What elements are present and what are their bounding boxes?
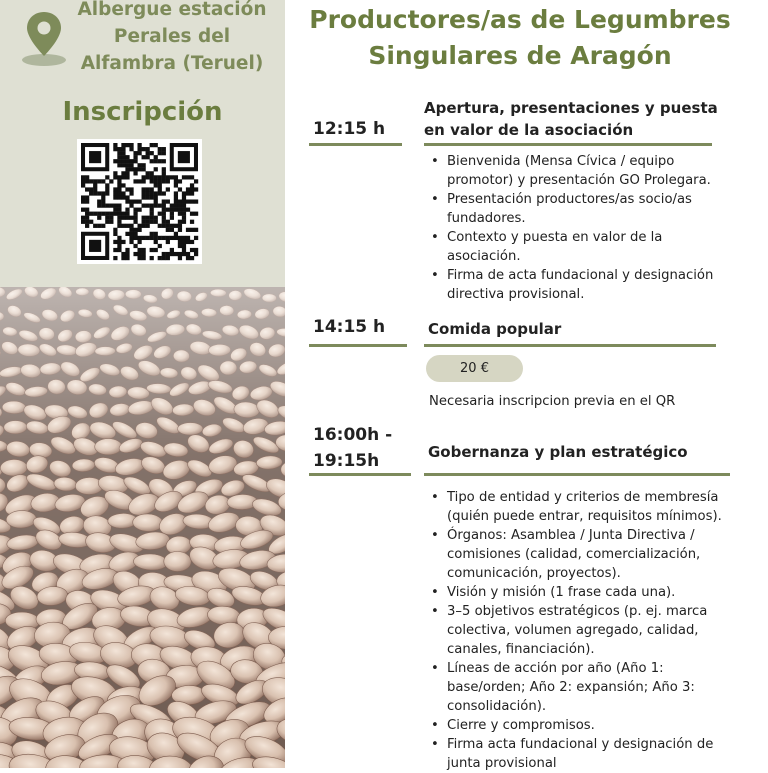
list-item: • Presentación productores/as socio/as fundadores. — [428, 190, 718, 228]
qr-code-graphic — [77, 139, 202, 264]
list-item: • Visión y misión (1 frase cada una). — [428, 583, 728, 602]
list-item: • Firma acta fundacional y designación de junta provisional — [428, 735, 728, 773]
session-2-time-rule — [309, 344, 407, 347]
beans-photo — [0, 287, 285, 768]
session-1-time-rule — [309, 143, 402, 146]
list-item: • Bienvenida (Mensa Cívica / equipo promotor) y presentación GO Prolegara. — [428, 152, 718, 190]
list-item: • Firma de acta fundacional y designación directiva provisional. — [428, 266, 718, 304]
list-item: • Líneas de acción por año (Año 1: base/orden; Año 2: expansión; Año 3: consolidación). — [428, 659, 728, 716]
qr-code[interactable] — [77, 139, 202, 264]
venue-line-2: Perales del — [113, 26, 231, 47]
list-item: • Cierre y compromisos. — [428, 716, 728, 735]
venue-line-1: Albergue estación — [77, 0, 267, 20]
session-1-title-line-1: Apertura, presentaciones y puesta — [424, 99, 718, 117]
list-item: • Contexto y puesta en valor de la asociación. — [428, 228, 718, 266]
location-pin-icon — [21, 8, 67, 66]
title-line-2: Singulares de Aragón — [368, 41, 672, 70]
left-column — [0, 0, 285, 768]
session-3-time — [313, 422, 392, 474]
page-title — [300, 2, 740, 74]
session-3-time-line-1: 16:00h - — [313, 425, 393, 445]
session-1-title-rule — [424, 143, 712, 146]
session-1-bullets — [428, 152, 718, 304]
venue-name — [72, 0, 272, 77]
list-item: • 3–5 objetivos estratégicos (p. ej. marca colectiva, volumen agregado, calidad, canales, financiación). — [428, 602, 728, 659]
list-item: • Órganos: Asamblea / Junta Directiva / comisiones (calidad, comercialización, comunicación, proyectos). — [428, 526, 728, 583]
session-3-time-rule — [309, 473, 411, 476]
beans-image — [0, 287, 285, 768]
venue-line-3: Alfambra (Teruel) — [80, 53, 264, 74]
registration-note: Necesaria inscripcion previa en el QR — [429, 394, 676, 409]
session-1-title-line-2: en valor de la asociación — [424, 121, 634, 139]
session-2-time: 14:15 h — [313, 317, 386, 337]
session-3-title: Gobernanza y plan estratégico — [428, 443, 688, 461]
session-2-title: Comida popular — [428, 320, 562, 338]
session-3-time-line-2: 19:15h — [313, 451, 380, 471]
session-3-bullets — [428, 488, 728, 773]
list-item: • Tipo de entidad y criterios de membresía (quién puede entrar, requisitos mínimos). — [428, 488, 728, 526]
session-1-time: 12:15 h — [313, 119, 386, 139]
session-2-title-rule — [424, 344, 716, 347]
inscription-heading: Inscripción — [62, 97, 223, 127]
session-1-title — [424, 97, 724, 141]
session-3-title-rule — [424, 473, 730, 476]
price-badge: 20 € — [426, 355, 523, 382]
title-line-1: Productores/as de Legumbres — [309, 5, 731, 34]
info-panel — [0, 0, 285, 287]
